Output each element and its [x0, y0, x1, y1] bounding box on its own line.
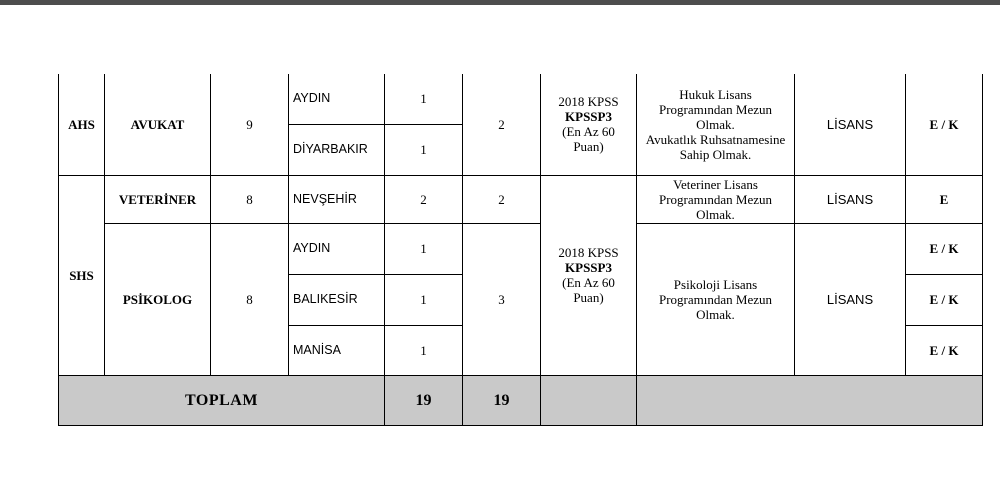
requirement-line: Avukatlık Ruhsatnamesine	[645, 131, 786, 147]
count-cell: 1	[385, 325, 463, 375]
requirement-line: Programından Mezun	[658, 191, 772, 207]
title-cell: PSİKOLOG	[105, 223, 211, 375]
table-row	[59, 74, 983, 124]
gender-cell: E / K	[906, 325, 983, 375]
requirement-cell	[637, 223, 795, 375]
gender-cell: E / K	[906, 223, 983, 274]
city-cell: MANİSA	[289, 325, 385, 375]
total-label: TOPLAM	[59, 375, 385, 425]
unit-cell: AHS	[59, 74, 105, 175]
table-row	[59, 223, 983, 274]
requirement-line: Psikoloji Lisans	[673, 276, 758, 292]
requirement-line: Veteriner Lisans	[673, 176, 758, 192]
count-cell: 2	[385, 175, 463, 223]
exam-unit: Puan)	[573, 139, 604, 155]
empty-cell	[541, 375, 637, 425]
requirement-line: Olmak.	[696, 306, 735, 322]
title-cell: VETERİNER	[105, 175, 211, 223]
exam-type: KPSSP3	[565, 109, 612, 125]
empty-cell	[637, 375, 983, 425]
positions-table	[58, 74, 983, 426]
gender-cell: E / K	[906, 74, 983, 175]
total-count: 19	[385, 375, 463, 425]
requirement-line: Hukuk Lisans	[679, 86, 752, 102]
exam-min: (En Az 60	[562, 275, 615, 290]
count-cell: 1	[385, 124, 463, 175]
education-cell: LİSANS	[795, 74, 906, 175]
gender-cell: E / K	[906, 274, 983, 325]
city-cell: AYDIN	[289, 223, 385, 274]
total-cell: 2	[463, 175, 541, 223]
count-cell: 1	[385, 274, 463, 325]
requirement-line: Sahip Olmak.	[679, 146, 752, 162]
education-cell: LİSANS	[795, 223, 906, 375]
unit-cell: SHS	[59, 175, 105, 375]
requirement-cell	[637, 74, 795, 175]
total-row	[59, 375, 983, 425]
code-cell: 9	[211, 74, 289, 175]
code-cell: 8	[211, 175, 289, 223]
city-cell: DİYARBAKIR	[289, 124, 385, 175]
gender-cell: E	[906, 175, 983, 223]
city-cell: NEVŞEHİR	[289, 175, 385, 223]
total-sum: 19	[463, 375, 541, 425]
exam-year: 2018 KPSS	[558, 94, 619, 110]
education-cell: LİSANS	[795, 175, 906, 223]
count-cell: 1	[385, 223, 463, 274]
title-cell: AVUKAT	[105, 74, 211, 175]
city-cell: AYDIN	[289, 74, 385, 124]
exam-cell	[541, 74, 637, 175]
exam-unit: Puan)	[573, 290, 604, 305]
exam-year: 2018 KPSS	[558, 245, 619, 260]
exam-cell	[541, 175, 637, 375]
requirement-line: Olmak.	[696, 206, 735, 222]
total-cell: 2	[463, 74, 541, 175]
requirement-line: Olmak.	[696, 116, 735, 132]
table-row	[59, 175, 983, 223]
top-bar	[0, 0, 1000, 5]
city-cell: BALIKESİR	[289, 274, 385, 325]
exam-type: KPSSP3	[565, 260, 612, 275]
code-cell: 8	[211, 223, 289, 375]
exam-min: (En Az 60	[562, 124, 615, 140]
count-cell: 1	[385, 74, 463, 124]
requirement-line: Programından Mezun	[658, 101, 772, 117]
requirement-line: Programından Mezun	[658, 291, 772, 307]
requirement-cell	[637, 175, 795, 223]
total-cell: 3	[463, 223, 541, 375]
